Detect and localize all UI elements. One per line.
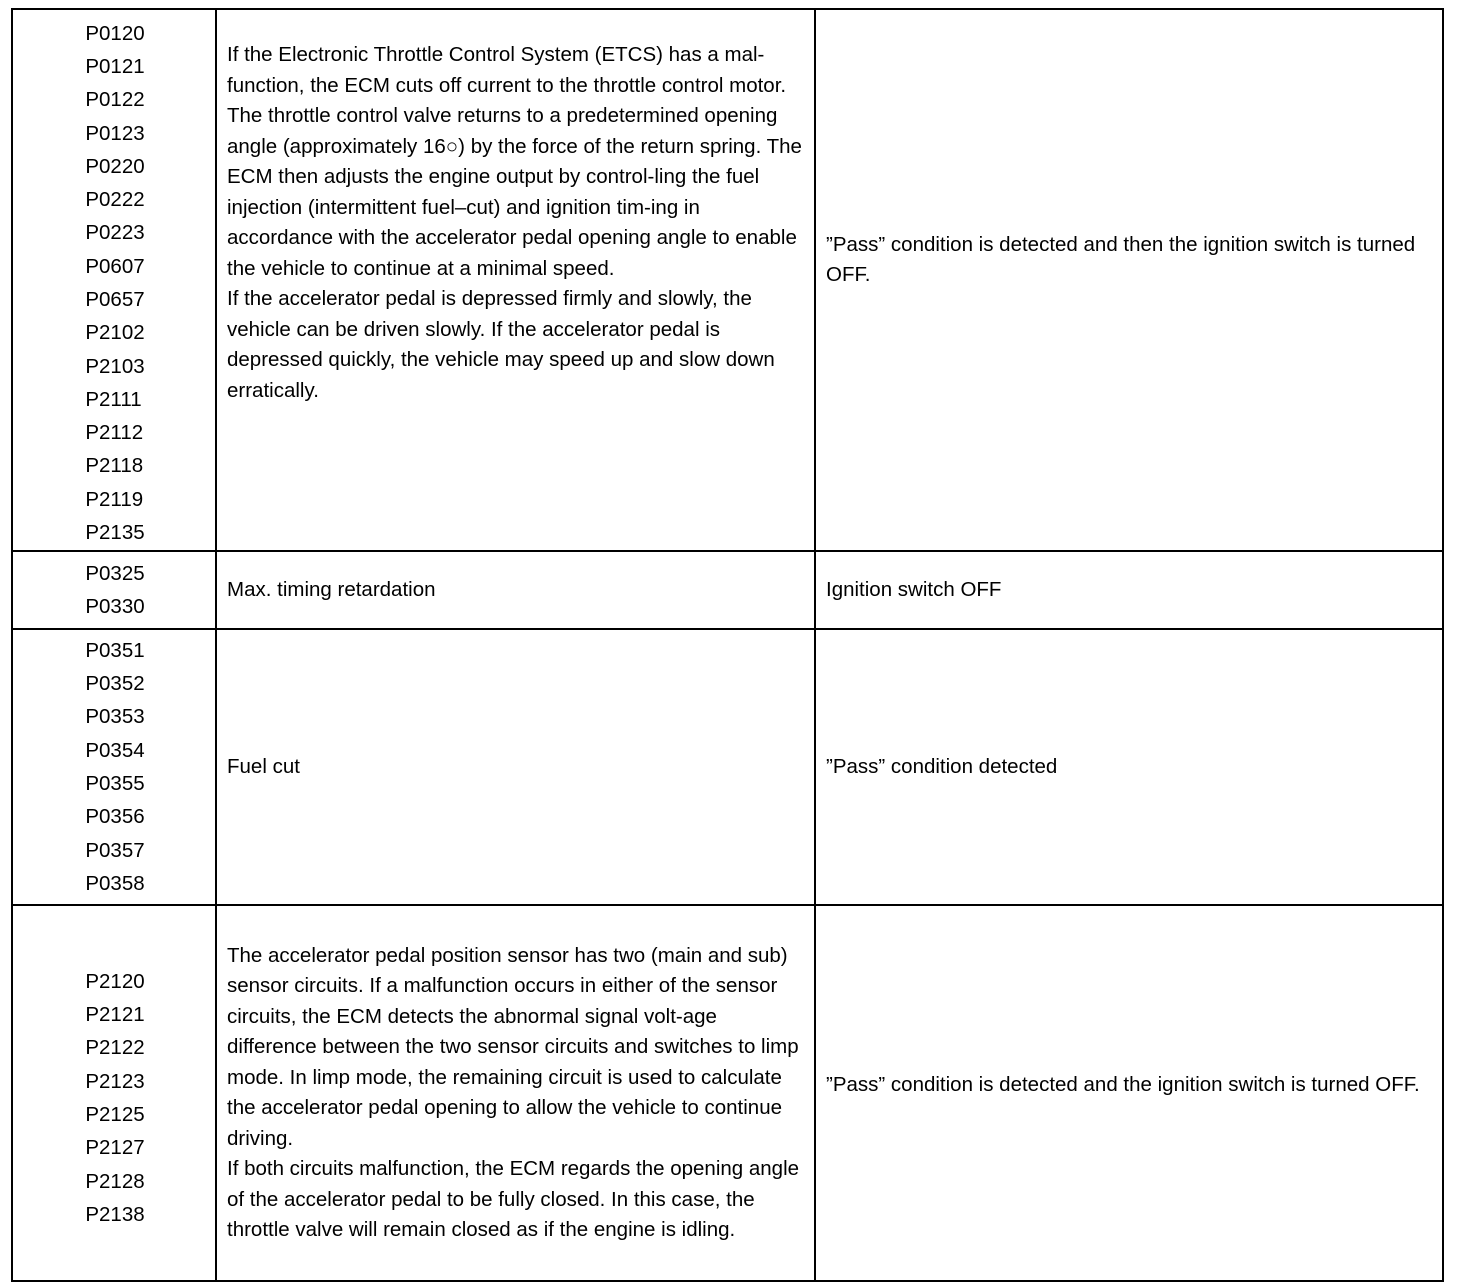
dtc-code: P0121 [85, 54, 145, 78]
dtc-code: P0120 [85, 21, 145, 45]
dtc-code: P0351 [85, 638, 145, 662]
dtc-code: P2121 [85, 1003, 145, 1027]
table-row [12, 905, 1443, 1281]
dtc-code: P0355 [85, 772, 145, 795]
fail-safe-paragraph: The accelerator pedal position sensor has two (main and sub) sensor circuits. If a malfunction occurs in either of the sensor circuits, the ECM detects the abnormal signal volt-age difference between the two sensor circuits and switches to limp mode. In limp mode, the remaining circuit is used to calculate the accelerator pedal opening to allow the vehicle to continue driving. [227, 943, 799, 1150]
fail-safe-paragraph: If the Electronic Throttle Control System (ETCS) has a mal-function, the ECM cuts off current to the throttle control motor. The throttle control valve returns to a predetermined opening angle (approximately 16○) by the force of the return spring. The ECM then adjusts the engine output by control-ling the fuel injection (intermittent fuel–cut) and ignition tim-ing in accordance with the accelerator pedal opening angle to enable the vehicle to continue at a minimal speed. [227, 43, 802, 280]
dtc-code-list [83, 17, 144, 550]
fail-safe-operation-cell [216, 9, 815, 551]
fail-safe-table [11, 8, 1444, 1282]
deactivation-condition-cell [815, 9, 1443, 551]
deactivation-text: ”Pass” condition detected [826, 754, 1058, 778]
dtc-code: P0330 [85, 595, 145, 618]
dtc-code-list [83, 965, 144, 1231]
fail-safe-paragraph: If the accelerator pedal is depressed firmly and slowly, the vehicle can be driven slowly. If the accelerator pedal is depressed quickly, the vehicle may speed up and slow down erratically. [227, 287, 775, 402]
fail-safe-operation-cell [216, 551, 815, 629]
table-row [12, 551, 1443, 629]
fail-safe-operation-cell [216, 629, 815, 905]
deactivation-text: Ignition switch OFF [826, 577, 1002, 601]
dtc-code: P2103 [85, 354, 145, 378]
dtc-code: P0123 [85, 121, 145, 145]
dtc-code: P2102 [85, 321, 145, 345]
dtc-code-cell [12, 629, 216, 905]
dtc-code: P0220 [85, 154, 145, 178]
dtc-code: P0358 [85, 871, 145, 895]
dtc-code: P2128 [85, 1169, 145, 1193]
dtc-code: P0122 [85, 88, 145, 112]
dtc-code: P2122 [85, 1036, 145, 1060]
dtc-code: P2127 [85, 1136, 145, 1160]
dtc-code: P2111 [85, 387, 142, 411]
dtc-code: P2138 [85, 1202, 145, 1226]
deactivation-text: ”Pass” condition is detected and then the ignition switch is turned OFF. [826, 232, 1416, 286]
dtc-code: P2123 [85, 1069, 145, 1093]
dtc-code: P0354 [85, 738, 145, 762]
dtc-code-cell [12, 905, 216, 1281]
dtc-code: P0223 [85, 221, 145, 245]
dtc-code: P0222 [85, 188, 145, 212]
dtc-code: P0356 [85, 805, 145, 829]
dtc-code: P2125 [85, 1103, 145, 1126]
table-row [12, 9, 1443, 551]
deactivation-condition-cell [815, 629, 1443, 905]
dtc-code: P2135 [85, 521, 145, 545]
dtc-code: P0325 [85, 561, 145, 585]
dtc-code-cell [12, 551, 216, 629]
dtc-code: P2118 [85, 454, 144, 478]
dtc-code-cell [12, 9, 216, 551]
fail-safe-paragraph: If both circuits malfunction, the ECM regards the opening angle of the accelerator pedal to be fully closed. In this case, the throttle valve will remain closed as if the engine is idling. [227, 1157, 800, 1241]
dtc-code: P2119 [85, 487, 144, 511]
dtc-code: P0352 [85, 672, 145, 696]
dtc-code-list [83, 634, 144, 900]
deactivation-text: ”Pass” condition is detected and the ignition switch is turned OFF. [826, 1072, 1420, 1096]
dtc-code: P0353 [85, 705, 145, 729]
dtc-code: P2112 [85, 421, 144, 445]
dtc-code: P0607 [85, 254, 145, 278]
dtc-code: P0357 [85, 838, 145, 862]
table-row [12, 629, 1443, 905]
deactivation-condition-cell [815, 551, 1443, 629]
fail-safe-paragraph: Fuel cut [227, 754, 300, 778]
fail-safe-paragraph: Max. timing retardation [227, 577, 436, 601]
dtc-code: P2120 [85, 969, 145, 993]
deactivation-condition-cell [815, 905, 1443, 1281]
dtc-code: P0657 [85, 288, 145, 311]
fail-safe-operation-cell [216, 905, 815, 1281]
dtc-code-list [83, 557, 144, 624]
